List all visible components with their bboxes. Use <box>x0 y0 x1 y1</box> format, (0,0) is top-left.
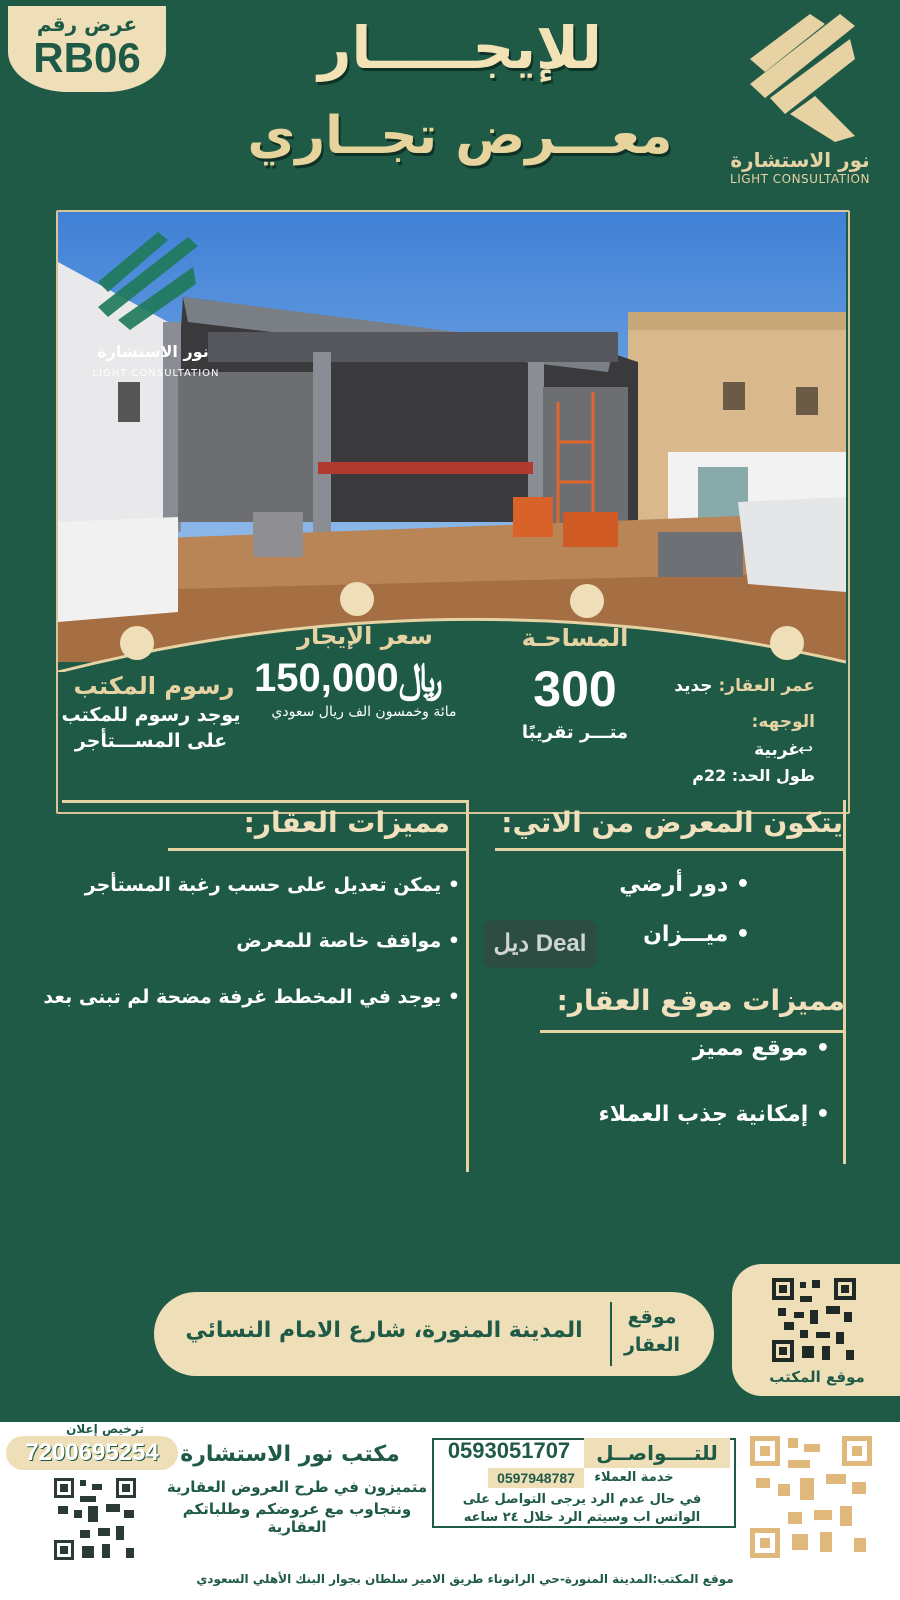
features-title: مميزات العقار: <box>243 806 450 839</box>
composition-title: يتكون المعرض من الاتي: <box>501 806 843 839</box>
tagline-1: متميزون في طرح العروض العقارية <box>166 1478 428 1496</box>
age-label: عمر العقار: <box>718 676 815 696</box>
age-value: جديد <box>674 676 713 696</box>
location-features-title: مميزات موقع العقار: <box>556 984 845 1017</box>
feature-item-3: • يوجد في المخطط غرفة مضحة لم تبنى بعد <box>43 986 460 1008</box>
rent-value-row <box>254 656 464 701</box>
property-age <box>660 676 815 696</box>
license-number: 7200695254 <box>6 1436 178 1470</box>
location-label-1: موقع <box>627 1306 677 1328</box>
watermark-name-ar: نور الاستشارة <box>97 342 209 361</box>
location-feature-2: • إمكانية جذب العملاء <box>598 1102 830 1127</box>
location-feature-1: • موقع مميز <box>692 1036 830 1061</box>
license-qr-code[interactable] <box>52 1476 138 1562</box>
office-qr-box[interactable] <box>732 1264 900 1396</box>
page-title: للإيجـــــار <box>318 14 602 82</box>
divider-top-left <box>62 800 466 803</box>
composition-item-1: • دور أرضي <box>619 872 750 897</box>
license-label: ترخيص إعلان <box>66 1422 144 1436</box>
rent-currency: ﷼ <box>398 656 443 700</box>
facing-label: الوجهه: <box>751 712 815 732</box>
vertical-divider <box>466 800 469 1172</box>
arrow-left-icon: ↩ <box>798 740 814 761</box>
frontage: طول الحد: 22م <box>692 766 815 785</box>
feature-item-2: • مواقف خاصة للمعرض <box>236 930 460 952</box>
location-address: المدينة المنورة، شارع الامام النسائي <box>185 1318 583 1343</box>
lightbulb-icon <box>770 626 804 660</box>
location-features-underline <box>540 1030 845 1033</box>
price-tag-icon <box>340 582 374 616</box>
rent-value: 150,000 <box>254 656 399 700</box>
features-underline <box>168 848 468 851</box>
office-fees-title: رسوم المكتب <box>73 672 235 700</box>
area-icon <box>570 584 604 618</box>
company-logo <box>712 14 888 194</box>
facing-value: غربية <box>754 740 800 760</box>
location-pill <box>154 1292 714 1376</box>
location-divider <box>610 1302 612 1366</box>
location-label-2: العقار <box>623 1334 681 1356</box>
rent-words: مائة وخمسون الف ريال سعودي <box>271 704 457 720</box>
right-border <box>843 800 846 1164</box>
customer-service-label: خدمة العملاء <box>594 1470 674 1485</box>
office-address: موقع المكتب:المدينة المنورة-حي الرانوناء طريق الامير سلطان بجوار البنك الأهلي السعودي <box>196 1572 734 1586</box>
offer-label: عرض رقم <box>36 12 138 36</box>
money-hand-icon <box>120 626 154 660</box>
page-subtitle: معـــرض تجــاري <box>247 106 673 166</box>
office-qr-label: موقع المكتب <box>769 1368 865 1386</box>
whatsapp-qr-code[interactable] <box>748 1434 874 1560</box>
feature-item-1: • يمكن تعديل على حسب رغبة المستأجر <box>84 874 460 896</box>
offer-code: RB06 <box>33 34 141 81</box>
phone-primary[interactable]: 0593051707 <box>447 1438 571 1463</box>
tagline-2: ونتجاوب مع عروضكم وطلباتكم العقارية <box>182 1500 412 1536</box>
composition-underline <box>495 848 845 851</box>
logo-mark-icon <box>740 14 860 144</box>
area-title: المساحـة <box>521 624 629 652</box>
area-value: 300 <box>533 661 617 717</box>
deal-watermark: ديل Deal <box>484 920 596 968</box>
contact-note-2: الواتس اب وسيتم الرد خلال ٢٤ ساعه <box>463 1510 701 1525</box>
office-fees-line2: على المســـتأجر <box>74 730 228 752</box>
area-unit: متـــر تقريبًا <box>521 722 629 743</box>
office-qr-code[interactable] <box>770 1276 858 1364</box>
phone-service[interactable]: 0597948787 <box>488 1468 584 1488</box>
office-name: مكتب نور الاستشارة <box>180 1442 400 1467</box>
offer-badge <box>8 6 166 92</box>
logo-name-en: LIGHT CONSULTATION <box>730 172 870 186</box>
office-fees-line1: يوجد رسوم للمكتب <box>61 704 241 726</box>
contact-note-1: في حال عدم الرد يرجى التواصل على <box>462 1492 702 1507</box>
logo-name-ar: نور الاستشارة <box>730 148 870 172</box>
rent-title: سعر الإيجار <box>297 622 433 650</box>
watermark-name-en: LIGHT CONSULTATION <box>92 368 220 379</box>
composition-item-2: • ميـــزان <box>643 922 750 947</box>
contact-label: للتــــواصــل <box>584 1438 730 1468</box>
footer <box>0 1422 900 1600</box>
